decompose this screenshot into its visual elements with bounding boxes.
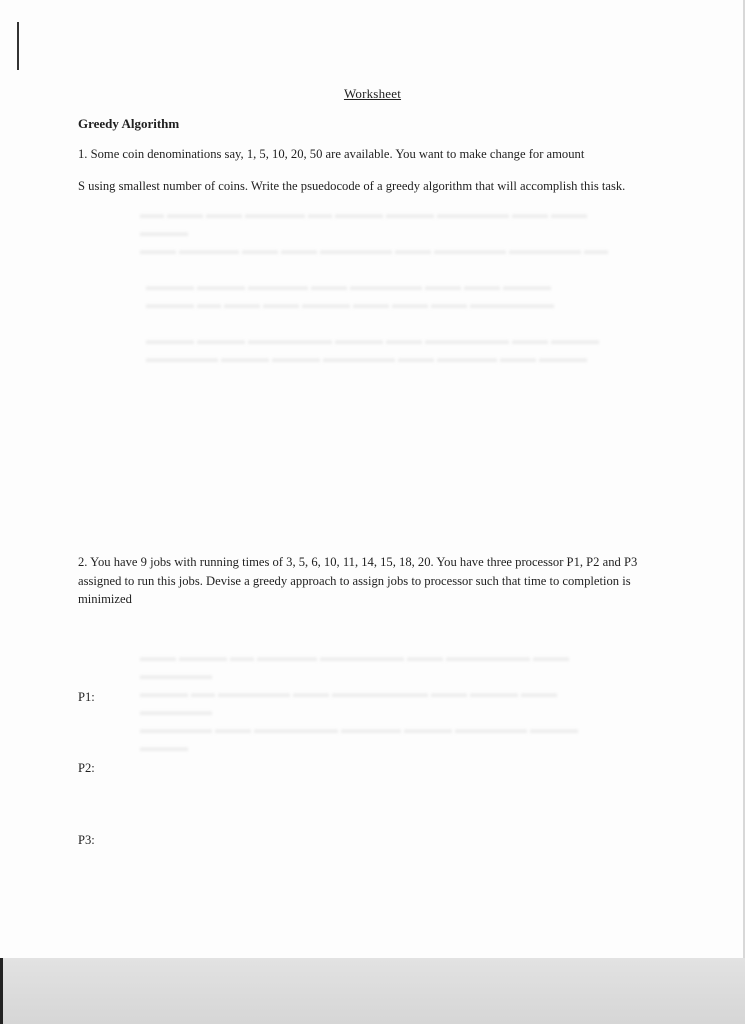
question-1-line-2: S using smallest number of coins. Write the psuedocode of a greedy algorithm that will accomplish this task. — [78, 179, 626, 193]
question-1-line-1: 1. Some coin denominations say, 1, 5, 10, 20, 50 are available. You want to make change for amount — [78, 147, 585, 161]
scanner-edge — [0, 958, 3, 1024]
processor-2-label: P2: — [78, 761, 95, 775]
processor-3-label: P3: — [78, 833, 95, 847]
processor-1-label: P1: — [78, 690, 95, 704]
worksheet-title: Worksheet — [343, 86, 402, 101]
scanner-bottom-band — [0, 958, 745, 1024]
scan-mark — [17, 22, 19, 70]
bleed-through-text: ▬▬ ▬▬▬ ▬▬▬ ▬▬▬▬▬ ▬▬ ▬▬▬▬ ▬▬▬▬ ▬▬▬▬▬▬ ▬▬▬ ▬▬▬ ▬▬▬▬ ▬▬▬ ▬▬▬▬▬ ▬▬▬ ▬▬▬ ▬▬▬▬▬▬ ▬▬▬ ▬▬▬▬▬▬ ▬▬▬▬▬▬ ▬▬ ▬▬▬▬ ▬▬▬▬ ▬▬▬▬▬ ▬▬▬ ▬▬▬▬▬▬ ▬▬▬ ▬▬▬ ▬▬▬▬ ▬▬▬▬ ▬▬ ▬▬▬ ▬▬▬ ▬▬▬▬ ▬▬▬ ▬▬▬ ▬▬▬ ▬▬▬▬▬▬▬ ▬▬▬▬ ▬▬▬▬ ▬▬▬▬▬▬▬ ▬▬▬▬ ▬▬▬ ▬▬▬▬▬▬▬ ▬▬▬ ▬▬▬▬ ▬▬▬▬▬▬ ▬▬▬▬ ▬▬▬▬ ▬▬▬▬▬▬ ▬▬▬ ▬▬▬▬▬ ▬▬▬ ▬▬▬▬ — [140, 207, 608, 365]
section-heading: Greedy Algorithm — [78, 116, 180, 131]
bleed-through-text: ▬▬▬ ▬▬▬▬ ▬▬ ▬▬▬▬▬ ▬▬▬▬▬▬▬ ▬▬▬ ▬▬▬▬▬▬▬ ▬▬▬ ▬▬▬▬▬▬ ▬▬▬▬ ▬▬ ▬▬▬▬▬▬ ▬▬▬ ▬▬▬▬▬▬▬▬ ▬▬▬ ▬▬▬▬ ▬▬▬ ▬▬▬▬▬▬ ▬▬▬▬▬▬ ▬▬▬ ▬▬▬▬▬▬▬ ▬▬▬▬▬ ▬▬▬▬ ▬▬▬▬▬▬ ▬▬▬▬ ▬▬▬▬ — [140, 650, 578, 754]
question-2: 2. You have 9 jobs with running times of 3, 5, 6, 10, 11, 14, 15, 18, 20. You have three processor P1, P2 and P3 assigned to run this jobs. Devise a greedy approach to assign jobs to processor such that time to completion is minimized — [78, 555, 638, 606]
